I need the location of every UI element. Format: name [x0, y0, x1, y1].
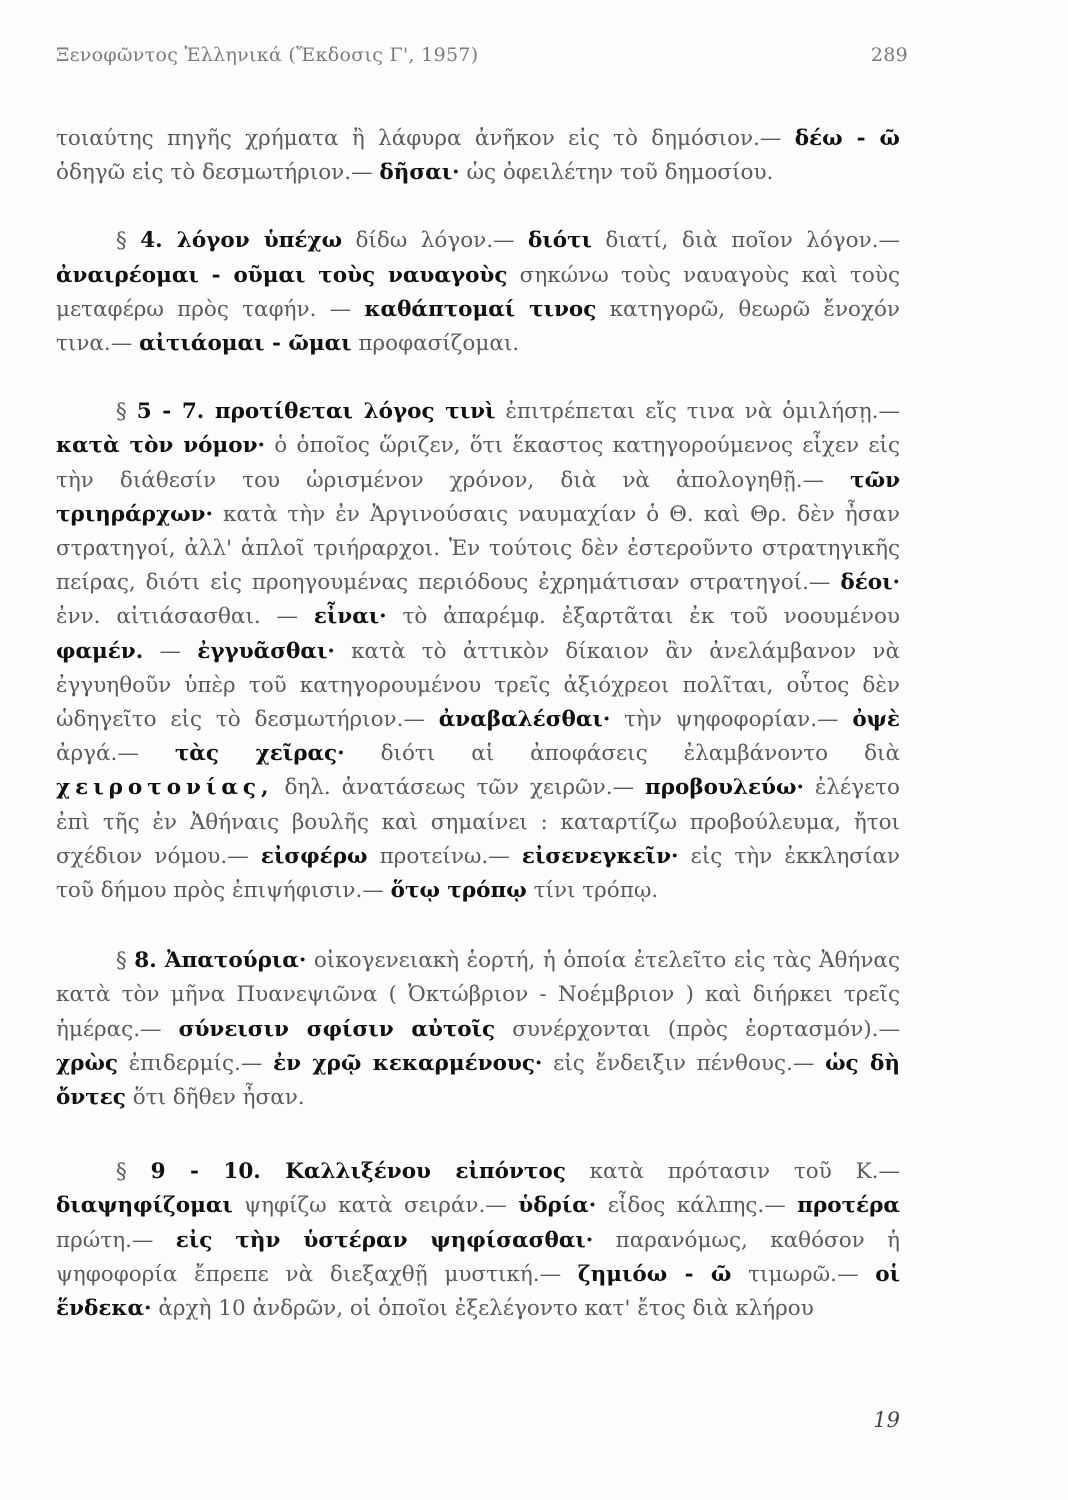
gloss-text: —	[143, 638, 198, 664]
gloss-text: ἀρχὴ 10 ἀνδρῶν, οἱ ὁποῖοι ἐξελέγοντο κατ' ἔτος διὰ κλήρου	[151, 1296, 814, 1322]
gloss-text: δηλ. ἀνατάσεως τῶν χειρῶν.—	[273, 775, 645, 801]
paragraph-gap	[56, 1115, 900, 1155]
gloss-text: διατί, διὰ ποῖον λόγον.—	[591, 228, 900, 254]
running-header	[56, 44, 908, 66]
lemma-term: αἰτιάομαι - ῶμαι	[139, 331, 352, 357]
gloss-text: ἐπιδερμίς.—	[118, 1050, 274, 1076]
lemma-term: 8. Ἀπατούρια·	[134, 948, 307, 974]
gloss-text: κατὰ πρότασιν τοῦ Κ.—	[565, 1159, 900, 1185]
gloss-text: εἰς τὴν ἐκκλησίαν τοῦ δήμου πρὸς ἐπιψήφισιν.—	[56, 843, 900, 904]
gloss-text: ἐλέγετο ἐπὶ τῆς ἐν Ἀθήναις βουλῆς καὶ σημαίνει : καταρτίζω προβούλευμα, ἤτοι σχέδιον νόμου.—	[56, 775, 900, 869]
lemma-term: δέοι·	[840, 570, 900, 596]
gloss-text: διότι αἱ ἀποφάσεις ἐλαμβάνοντο διὰ	[344, 741, 900, 767]
lemma-term: 4. λόγον ὑπέχω	[140, 228, 343, 254]
paragraph-gap	[56, 908, 900, 944]
gloss-text: παρανόμως, καθόσον ἡ ψηφοφορία ἔπρεπε νὰ διεξαχθῇ μυστική.—	[56, 1227, 901, 1287]
gloss-text: τὴν ψηφοφορίαν.—	[610, 707, 853, 733]
lemma-term: κατὰ τὸν νόμον·	[56, 433, 265, 459]
lemma-term: διότι	[528, 228, 592, 254]
section-paragraph-4	[56, 224, 900, 361]
gloss-text: τιμωρῶ.—	[731, 1261, 876, 1287]
lemma-term: ἐν χρῷ κεκαρμένους·	[273, 1050, 543, 1076]
gloss-text: ἐνν. αἰτιάσασθαι. —	[56, 604, 314, 630]
gloss-text: §	[116, 399, 137, 425]
lemma-term: οἱ ἕνδεκα·	[56, 1261, 900, 1322]
lemma-term: δῆσαι·	[379, 160, 460, 186]
gloss-text: προφασίζομαι.	[351, 331, 520, 357]
lemma-term: 5 - 7. προτίθεται λόγος τινὶ	[136, 399, 496, 425]
lemma-term: ἀναβαλέσθαι·	[438, 707, 611, 733]
section-paragraph-9-10	[56, 1155, 900, 1326]
page-number: 289	[870, 44, 908, 66]
gloss-text: ἐπιτρέπεται εἴς τινα νὰ ὁμιλήσῃ.—	[495, 399, 900, 425]
lemma-term: διαψηφίζομαι	[56, 1193, 233, 1219]
lemma-term: ὡς δὴ ὄντες	[56, 1050, 900, 1111]
gloss-text: ὅτι δῆθεν ἦσαν.	[125, 1085, 305, 1111]
gloss-text: §	[116, 948, 135, 974]
gloss-text: ὡς ὀφειλέτην τοῦ δημοσίου.	[459, 160, 774, 186]
lemma-term: εἶναι·	[313, 604, 387, 630]
paragraph	[56, 122, 900, 190]
lemma-term: δέω - ῶ	[794, 126, 901, 151]
lemma-term: ὀψὲ	[852, 707, 900, 733]
section-paragraph-8	[56, 944, 900, 1115]
lemma-term: προτέρα	[797, 1193, 900, 1219]
gloss-text: τίνι τρόπῳ.	[526, 878, 659, 904]
gloss-text: ὁδηγῶ εἰς τὸ δεσμωτήριον.—	[56, 160, 380, 186]
gloss-text: τοιαύτης πηγῆς χρήματα ἢ λάφυρα ἀνῆκον εἰς τὸ δημόσιον.—	[56, 126, 795, 151]
lemma-term: τὰς χεῖρας·	[174, 741, 345, 767]
lemma-term: εἰσενεγκεῖν·	[521, 843, 679, 869]
gloss-text: εἰς ἔνδειξιν πένθους.—	[542, 1050, 826, 1076]
commentary-text	[56, 122, 900, 1326]
lemma-term: ὑδρία·	[518, 1193, 597, 1219]
lemma-term: τῶν τριηράρχων·	[56, 467, 900, 527]
lemma-term: ἐγγυᾶσθαι·	[197, 638, 335, 664]
gloss-text: σηκώνω τοὺς ναυαγοὺς καὶ τοὺς μεταφέρω πρὸς ταφήν. —	[56, 262, 900, 322]
gloss-text: ἀργά.—	[56, 741, 175, 767]
lemma-term: φαμέν.	[56, 638, 144, 664]
lemma-term: χρὼς	[56, 1050, 119, 1076]
gloss-text: πρώτη.—	[56, 1227, 176, 1253]
gloss-text: οἰκογενειακὴ ἑορτή, ἡ ὁποία ἐτελεῖτο εἰς τὰς Ἀθήνας κατὰ τὸν μῆνα Πυανεψιῶνα ( Ὀκτώβριον - Νοέμβριον ) καὶ διήρκει τρεῖς ἡμέρας.—	[56, 948, 900, 1042]
lemma-term: καθάπτομαί τινος	[364, 296, 597, 322]
gloss-text: κατηγορῶ, θεωρῶ ἔνοχόν τινα.—	[56, 296, 901, 357]
gloss-text: §	[116, 1159, 151, 1185]
lemma-term: σύνεισιν σφίσιν αὐτοῖς	[178, 1016, 496, 1042]
gloss-text: κατὰ τὴν ἐν Ἀργινούσαις ναυμαχίαν ὁ Θ. καὶ Θρ. δὲν ἦσαν στρατηγοί, ἀλλ' ἁπλοῖ τριήραρχοι. Ἐν τούτοις δὲν ἐστεροῦντο στρατηγικῆς πείρας, διότι εἰς προηγουμένας περιόδους ἐχρημάτισαν στρατηγοί.—	[56, 501, 900, 596]
gloss-text: συνέρχονται (πρὸς ἑορτασμόν).—	[495, 1016, 900, 1042]
gloss-text: κατὰ τὸ ἀττικὸν δίκαιον ἂν ἀνελάμβανον νὰ ἐγγυηθοῦν ὑπὲρ τοῦ κατηγορουμένου τρεῖς ἀξιόχρεοι πολῖται, οὗτος δὲν ὡδηγεῖτο εἰς τὸ δεσμωτήριον.—	[56, 638, 900, 733]
gloss-text: ψηφίζω κατὰ σειράν.—	[232, 1193, 519, 1219]
gloss-text: προτείνω.—	[367, 843, 522, 869]
lemma-term: προβουλεύω·	[645, 775, 804, 801]
lemma-term: εἰς τὴν ὑστέραν ψηφίσασθαι·	[175, 1227, 594, 1253]
paragraph-gap	[56, 361, 900, 395]
lemma-term: ἀναιρέομαι - οῦμαι τοὺς ναυαγοὺς	[56, 262, 508, 288]
lemma-term: εἰσφέρω	[260, 843, 368, 869]
gloss-text: δίδω λόγον.—	[342, 228, 529, 254]
gloss-text: εἶδος κάλπης.—	[596, 1193, 798, 1219]
lemma-term: χειροτονίας,	[56, 775, 274, 801]
running-title: Ξενοφῶντος Ἑλληνικά (Ἔκδοσις Γ', 1957)	[56, 44, 479, 66]
gloss-text: ὁ ὁποῖος ὥριζεν, ὅτι ἕκαστος κατηγορούμενος εἶχεν εἰς τὴν διάθεσίν του ὡρισμένον χρόνον, διὰ νὰ ἀπολογηθῇ.—	[56, 433, 900, 493]
folio-signature: 19	[873, 1408, 900, 1432]
gloss-text: τὸ ἀπαρέμφ. ἐξαρτᾶται ἐκ τοῦ νοουμένου	[386, 604, 900, 630]
lemma-term: 9 - 10. Καλλιξένου εἰπόντος	[150, 1159, 566, 1185]
lemma-term: ὅτῳ τρόπῳ	[390, 878, 527, 904]
section-paragraph-5-7	[56, 395, 900, 908]
paragraph-gap	[56, 190, 900, 224]
gloss-text: §	[116, 228, 141, 254]
lemma-term: ζημιόω - ῶ	[577, 1261, 732, 1287]
